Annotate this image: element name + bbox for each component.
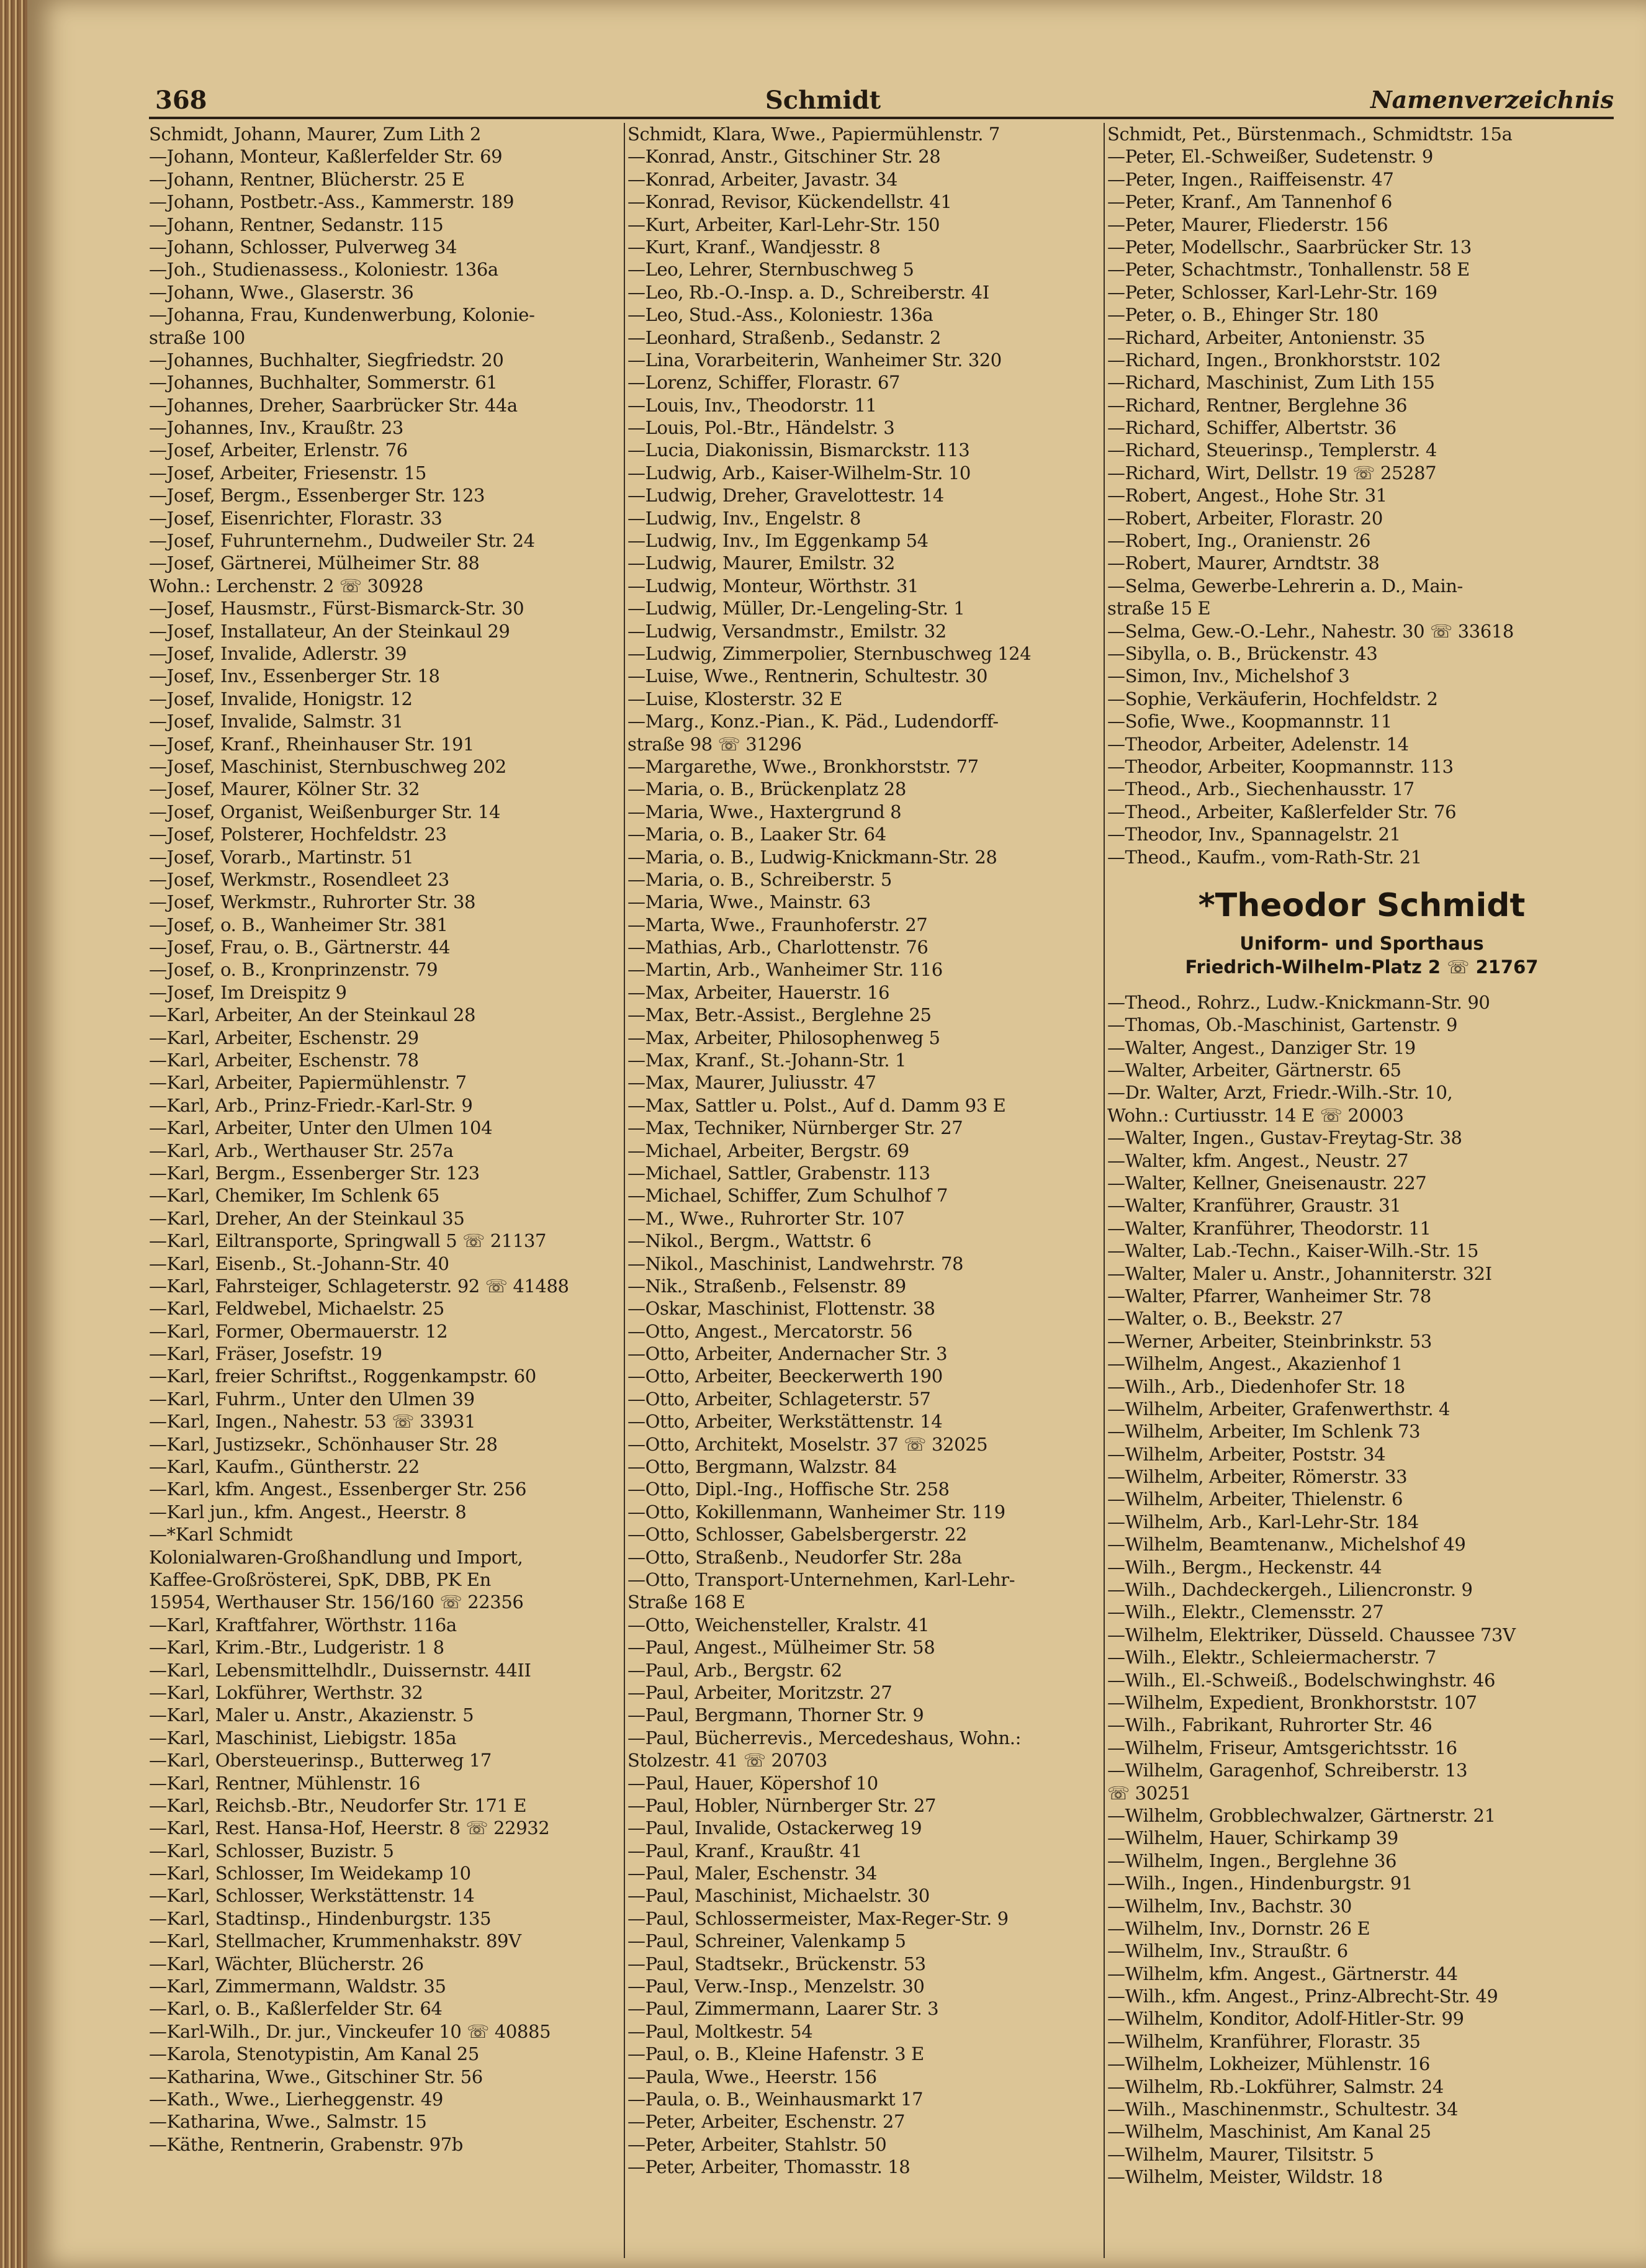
directory-entry: —Kurt, Arbeiter, Karl-Lehr-Str. 150 <box>627 214 940 235</box>
directory-entry: —Otto, Kokillenmann, Wanheimer Str. 119 <box>627 1501 1005 1523</box>
directory-entry: —Lucia, Diakonissin, Bismarckstr. 113 <box>627 439 970 461</box>
directory-entry: —Karl, Schlosser, Werkstättenstr. 14 <box>149 1885 475 1907</box>
directory-entry: —Karl, Arbeiter, Unter den Ulmen 104 <box>149 1117 493 1139</box>
directory-entry: —Otto, Architekt, Moselstr. 37 ☏ 32025 <box>627 1433 988 1455</box>
directory-entry: —Walter, Lab.-Techn., Kaiser-Wilh.-Str. 15 <box>1107 1240 1479 1262</box>
directory-entry: —Kath., Wwe., Lierheggenstr. 49 <box>149 2088 443 2110</box>
directory-entry: —Maria, o. B., Schreiberstr. 5 <box>627 868 892 890</box>
directory-entry: —Konrad, Arbeiter, Javastr. 34 <box>627 168 898 190</box>
directory-entry: Schmidt, Johann, Maurer, Zum Lith 2 <box>149 124 481 145</box>
page-title: Schmidt <box>765 86 881 115</box>
directory-entry: —Wilhelm, Inv., Bachstr. 30 <box>1107 1895 1352 1917</box>
directory-entry: —Karl, Stadtinsp., Hindenburgstr. 135 <box>149 1907 492 1929</box>
directory-entry: —Josef, Eisenrichter, Florastr. 33 <box>149 507 443 529</box>
directory-entry: ☏ 30251 <box>1107 1782 1191 1804</box>
directory-entry: —Paula, o. B., Weinhausmarkt 17 <box>627 2088 924 2110</box>
directory-entry: —Karl, kfm. Angest., Essenberger Str. 256 <box>149 1478 527 1500</box>
directory-entry: 15954, Werthauser Str. 156/160 ☏ 22356 <box>149 1591 524 1613</box>
directory-entry: —Otto, Bergmann, Walzstr. 84 <box>627 1456 897 1478</box>
directory-entry: Schmidt, Pet., Bürstenmach., Schmidtstr. 15a <box>1107 124 1513 145</box>
directory-entry: —Wilh., Arb., Diedenhofer Str. 18 <box>1107 1375 1405 1397</box>
directory-entry: —Katharina, Wwe., Gitschiner Str. 56 <box>149 2066 483 2087</box>
directory-entry: —Paul, Hauer, Köpershof 10 <box>627 1772 878 1794</box>
directory-entry: —Karl, Arb., Werthauser Str. 257a <box>149 1140 454 1161</box>
directory-entry: —Maria, o. B., Laaker Str. 64 <box>627 824 886 845</box>
directory-entry: —Peter, Schachtmstr., Tonhallenstr. 58 E <box>1107 259 1470 281</box>
section-title: Namenverzeichnis <box>1370 86 1614 114</box>
directory-entry: —Walter, Maler u. Anstr., Johanniterstr. 32I <box>1107 1262 1492 1284</box>
directory-entry: —Wilh., Elektr., Schleiermacherstr. 7 <box>1107 1647 1436 1668</box>
directory-entry: —Paul, Arbeiter, Moritzstr. 27 <box>627 1681 893 1703</box>
directory-entry: —Peter, El.-Schweißer, Sudetenstr. 9 <box>1107 146 1433 168</box>
directory-entry: —Robert, Angest., Hohe Str. 31 <box>1107 485 1387 506</box>
directory-entry: —Johann, Rentner, Sedanstr. 115 <box>149 214 444 235</box>
directory-entry: —Oskar, Maschinist, Flottenstr. 38 <box>627 1298 935 1320</box>
directory-entry: —Theod., Arbeiter, Kaßlerfelder Str. 76 <box>1107 801 1457 822</box>
directory-entry: —Josef, Arbeiter, Friesenstr. 15 <box>149 462 426 484</box>
directory-entry: —Paul, Stadtsekr., Brückenstr. 53 <box>627 1953 926 1974</box>
directory-entry: —Josef, Organist, Weißenburger Str. 14 <box>149 801 501 822</box>
directory-entry: —Wilhelm, Hauer, Schirkamp 39 <box>1107 1827 1398 1849</box>
directory-entry: —Margarethe, Wwe., Bronkhorststr. 77 <box>627 755 979 777</box>
directory-entry: —Karl jun., kfm. Angest., Heerstr. 8 <box>149 1501 467 1523</box>
directory-entry: —Karl, Feldwebel, Michaelstr. 25 <box>149 1298 444 1320</box>
directory-entry: —Karola, Stenotypistin, Am Kanal 25 <box>149 2043 479 2065</box>
directory-entry: —Richard, Maschinist, Zum Lith 155 <box>1107 372 1435 394</box>
directory-entry: —Otto, Arbeiter, Werkstättenstr. 14 <box>627 1411 943 1433</box>
directory-entry: —Karl, Maler u. Anstr., Akazienstr. 5 <box>149 1704 474 1726</box>
directory-entry: —Wilhelm, Angest., Akazienhof 1 <box>1107 1353 1403 1375</box>
directory-entry: —Wilhelm, Konditor, Adolf-Hitler-Str. 99 <box>1107 2008 1464 2030</box>
directory-entry: —Martin, Arb., Wanheimer Str. 116 <box>627 959 943 981</box>
directory-entry: —Käthe, Rentnerin, Grabenstr. 97b <box>149 2133 463 2155</box>
directory-entry: —Otto, Arbeiter, Schlageterstr. 57 <box>627 1388 931 1410</box>
directory-entry: —Johannes, Buchhalter, Siegfriedstr. 20 <box>149 349 504 371</box>
directory-entry: —Karl, Krim.-Btr., Ludgeristr. 1 8 <box>149 1637 444 1658</box>
directory-entry: —Walter, Pfarrer, Wanheimer Str. 78 <box>1107 1285 1431 1307</box>
directory-entry: —Otto, Dipl.-Ing., Hoffische Str. 258 <box>627 1478 950 1500</box>
advertisement-box <box>1107 887 1616 991</box>
directory-entry: —Wilh., Maschinenmstr., Schultestr. 34 <box>1107 2099 1459 2120</box>
directory-entry: Wohn.: Curtiusstr. 14 E ☏ 20003 <box>1107 1104 1404 1126</box>
directory-entry: —Richard, Wirt, Dellstr. 19 ☏ 25287 <box>1107 462 1437 484</box>
directory-entry: —Michael, Sattler, Grabenstr. 113 <box>627 1162 930 1184</box>
directory-entry: —Selma, Gewerbe-Lehrerin a. D., Main- <box>1107 575 1463 596</box>
directory-entry: —Peter, Arbeiter, Stahlstr. 50 <box>627 2133 887 2155</box>
directory-entry: —Robert, Ing., Oranienstr. 26 <box>1107 530 1370 552</box>
directory-entry: —Richard, Arbeiter, Antonienstr. 35 <box>1107 326 1425 348</box>
directory-entry: —Walter, Angest., Danziger Str. 19 <box>1107 1037 1416 1058</box>
directory-entry: —Karl, Arb., Prinz-Friedr.-Karl-Str. 9 <box>149 1094 473 1116</box>
directory-entry: —Peter, Schlosser, Karl-Lehr-Str. 169 <box>1107 281 1437 303</box>
directory-entry: —Otto, Arbeiter, Andernacher Str. 3 <box>627 1343 948 1365</box>
directory-entry: —Kurt, Kranf., Wandjesstr. 8 <box>627 236 881 258</box>
directory-entry: —Walter, Kranführer, Graustr. 31 <box>1107 1195 1401 1217</box>
directory-entry: —Wilhelm, Maurer, Tilsitstr. 5 <box>1107 2143 1374 2165</box>
directory-entry: —Nik., Straßenb., Felsenstr. 89 <box>627 1275 906 1297</box>
directory-entry: —Ludwig, Arb., Kaiser-Wilhelm-Str. 10 <box>627 462 971 484</box>
directory-entry: —Wilhelm, Arb., Karl-Lehr-Str. 184 <box>1107 1511 1419 1532</box>
directory-entry: —Wilh., Ingen., Hindenburgstr. 91 <box>1107 1873 1413 1894</box>
directory-entry: —Paul, Angest., Mülheimer Str. 58 <box>627 1637 935 1658</box>
directory-entry: —Nikol., Maschinist, Landwehrstr. 78 <box>627 1253 964 1274</box>
directory-entry: —Wilhelm, Lokheizer, Mühlenstr. 16 <box>1107 2053 1430 2075</box>
directory-entry: —Theod., Arb., Siechenhausstr. 17 <box>1107 778 1414 800</box>
directory-entry: —Ludwig, Inv., Im Eggenkamp 54 <box>627 530 929 552</box>
directory-entry: —Leo, Lehrer, Sternbuschweg 5 <box>627 259 914 281</box>
directory-entry: —Theod., Rohrz., Ludw.-Knickmann-Str. 90 <box>1107 991 1490 1013</box>
directory-entry: —Ludwig, Inv., Engelstr. 8 <box>627 507 861 529</box>
directory-entry: —Konrad, Anstr., Gitschiner Str. 28 <box>627 146 941 168</box>
directory-entry: —Josef, Maschinist, Sternbuschweg 202 <box>149 755 506 777</box>
directory-entry: —Otto, Arbeiter, Beeckerwerth 190 <box>627 1366 943 1387</box>
directory-entry: —Peter, o. B., Ehinger Str. 180 <box>1107 304 1378 326</box>
directory-entry: —Wilhelm, Ingen., Berglehne 36 <box>1107 1850 1397 1871</box>
directory-entry: —Karl, Arbeiter, An der Steinkaul 28 <box>149 1004 476 1026</box>
directory-entry: —Theodor, Inv., Spannagelstr. 21 <box>1107 824 1401 845</box>
directory-entry: —Karl, Arbeiter, Papiermühlenstr. 7 <box>149 1072 467 1094</box>
directory-entry: —Wilhelm, Arbeiter, Thielenstr. 6 <box>1107 1488 1403 1510</box>
directory-entry: —Karl, Maschinist, Liebigstr. 185a <box>149 1727 457 1748</box>
directory-entry: —Max, Sattler u. Polst., Auf d. Damm 93 E <box>627 1094 1006 1116</box>
directory-entry: —Lina, Vorarbeiterin, Wanheimer Str. 320 <box>627 349 1002 371</box>
directory-entry: —Josef, Maurer, Kölner Str. 32 <box>149 778 420 800</box>
directory-entry: —Sophie, Verkäuferin, Hochfeldstr. 2 <box>1107 688 1438 709</box>
directory-entry: —Wilhelm, Expedient, Bronkhorststr. 107 <box>1107 1692 1477 1713</box>
directory-entry: straße 98 ☏ 31296 <box>627 733 802 755</box>
directory-entry: —Karl, Justizsekr., Schönhauser Str. 28 <box>149 1433 498 1455</box>
directory-entry: Stolzestr. 41 ☏ 20703 <box>627 1750 827 1771</box>
directory-entry: —Ludwig, Monteur, Wörthstr. 31 <box>627 575 919 596</box>
directory-entry: —Wilhelm, Kranführer, Florastr. 35 <box>1107 2030 1421 2052</box>
directory-entry: —Johann, Wwe., Glaserstr. 36 <box>149 281 414 303</box>
page-number: 368 <box>155 86 207 115</box>
directory-entry: —Ludwig, Müller, Dr.-Lengeling-Str. 1 <box>627 598 965 619</box>
directory-entry: —Johannes, Buchhalter, Sommerstr. 61 <box>149 372 498 394</box>
directory-entry: —Selma, Gew.-O.-Lehr., Nahestr. 30 ☏ 33618 <box>1107 620 1514 642</box>
directory-entry: —Michael, Arbeiter, Bergstr. 69 <box>627 1140 909 1161</box>
directory-entry: —Paula, Wwe., Heerstr. 156 <box>627 2066 877 2087</box>
directory-entry: —Wilhelm, Meister, Wildstr. 18 <box>1107 2166 1383 2188</box>
directory-entry: —Johanna, Frau, Kundenwerbung, Kolonie- <box>149 304 535 326</box>
directory-entry: —Otto, Weichensteller, Kralstr. 41 <box>627 1614 930 1636</box>
directory-entry: —Karl, Reichsb.-Btr., Neudorfer Str. 171 E <box>149 1794 527 1816</box>
directory-entry: —Josef, Vorarb., Martinstr. 51 <box>149 846 414 868</box>
directory-entry: —Richard, Ingen., Bronkhorststr. 102 <box>1107 349 1441 371</box>
directory-entry: —Michael, Schiffer, Zum Schulhof 7 <box>627 1185 948 1207</box>
directory-entry: —Wilhelm, Beamtenanw., Michelshof 49 <box>1107 1534 1466 1555</box>
directory-entry: —Karl, Arbeiter, Eschenstr. 78 <box>149 1050 419 1071</box>
directory-entry: —Karl, Chemiker, Im Schlenk 65 <box>149 1185 439 1207</box>
directory-entry: —Wilhelm, Arbeiter, Im Schlenk 73 <box>1107 1421 1421 1442</box>
directory-entry: —Otto, Angest., Mercatorstr. 56 <box>627 1320 912 1342</box>
directory-entry: —Josef, Inv., Essenberger Str. 18 <box>149 665 440 687</box>
directory-entry: —Paul, Hobler, Nürnberger Str. 27 <box>627 1794 937 1816</box>
directory-entry: —Josef, Werkmstr., Ruhrorter Str. 38 <box>149 891 476 913</box>
directory-entry: —Walter, o. B., Beekstr. 27 <box>1107 1308 1344 1330</box>
ad-line1: Uniform- und Sporthaus <box>1239 932 1484 954</box>
directory-entry: —Leo, Stud.-Ass., Koloniestr. 136a <box>627 304 933 326</box>
directory-entry: —Ludwig, Zimmerpolier, Sternbuschweg 124 <box>627 642 1032 664</box>
directory-entry: —Maria, o. B., Brückenplatz 28 <box>627 778 906 800</box>
directory-entry: —Robert, Maurer, Arndtstr. 38 <box>1107 552 1380 574</box>
directory-entry: Wohn.: Lerchenstr. 2 ☏ 30928 <box>149 575 423 596</box>
directory-entry: —Max, Kranf., St.-Johann-Str. 1 <box>627 1050 907 1071</box>
directory-entry: —Marg., Konz.-Pian., K. Päd., Ludendorff- <box>627 711 999 732</box>
directory-entry: —Wilh., Fabrikant, Ruhrorter Str. 46 <box>1107 1714 1432 1736</box>
directory-entry: —Leo, Rb.-O.-Insp. a. D., Schreiberstr. 4I <box>627 281 989 303</box>
directory-entry: —Max, Maurer, Juliusstr. 47 <box>627 1072 876 1094</box>
directory-entry: —Johann, Monteur, Kaßlerfelder Str. 69 <box>149 146 503 168</box>
directory-entry: —Josef, Frau, o. B., Gärtnerstr. 44 <box>149 937 451 958</box>
directory-entry: —Katharina, Wwe., Salmstr. 15 <box>149 2111 427 2133</box>
directory-entry: —Walter, kfm. Angest., Neustr. 27 <box>1107 1150 1409 1171</box>
directory-entry: —Karl, Kaufm., Güntherstr. 22 <box>149 1456 420 1478</box>
directory-entry: —Paul, Invalide, Ostackerweg 19 <box>627 1817 922 1839</box>
directory-entry: —Otto, Schlosser, Gabelsbergerstr. 22 <box>627 1524 967 1546</box>
directory-entry: —Theod., Kaufm., vom-Rath-Str. 21 <box>1107 846 1422 868</box>
column-1 <box>149 123 627 2258</box>
directory-entry: —Thomas, Ob.-Maschinist, Gartenstr. 9 <box>1107 1014 1458 1036</box>
directory-entry: —*Karl Schmidt <box>149 1524 292 1546</box>
directory-entry: —Paul, Moltkestr. 54 <box>627 2020 813 2042</box>
directory-entry: —Maria, Wwe., Haxtergrund 8 <box>627 801 902 822</box>
directory-entry: —Paul, Arb., Bergstr. 62 <box>627 1659 842 1681</box>
directory-entry: —Sibylla, o. B., Brückenstr. 43 <box>1107 642 1378 664</box>
directory-entry: —Richard, Schiffer, Albertstr. 36 <box>1107 417 1396 439</box>
directory-entry: —Luise, Klosterstr. 32 E <box>627 688 842 709</box>
directory-entry: —Josef, Fuhrunternehm., Dudweiler Str. 24 <box>149 530 535 552</box>
directory-entry: —Karl, Lebensmittelhdlr., Duissernstr. 44II <box>149 1659 531 1681</box>
directory-entry: —M., Wwe., Ruhrorter Str. 107 <box>627 1207 905 1229</box>
directory-entry: —Karl, Kraftfahrer, Wörthstr. 116a <box>149 1614 457 1636</box>
directory-entry: —Karl, Obersteuerinsp., Butterweg 17 <box>149 1750 492 1771</box>
directory-entry: —Max, Arbeiter, Hauerstr. 16 <box>627 981 890 1003</box>
directory-entry: —Robert, Arbeiter, Florastr. 20 <box>1107 507 1383 529</box>
directory-entry: —Karl, Lokführer, Werthstr. 32 <box>149 1681 423 1703</box>
directory-entry: —Paul, Verw.-Insp., Menzelstr. 30 <box>627 1976 925 1997</box>
column-3-entries-top <box>1107 123 1616 868</box>
directory-entry: —Karl, Wächter, Blücherstr. 26 <box>149 1953 424 1974</box>
directory-entry: —Josef, Installateur, An der Steinkaul 29 <box>149 620 510 642</box>
directory-entry: —Karl, Dreher, An der Steinkaul 35 <box>149 1207 465 1229</box>
directory-entry: —Ludwig, Maurer, Emilstr. 32 <box>627 552 895 574</box>
directory-entry: —Paul, Maler, Eschenstr. 34 <box>627 1863 877 1884</box>
directory-entry: —Peter, Arbeiter, Eschenstr. 27 <box>627 2111 905 2133</box>
directory-entry: —Josef, Polsterer, Hochfeldstr. 23 <box>149 824 447 845</box>
directory-entry: —Josef, Gärtnerei, Mülheimer Str. 88 <box>149 552 480 574</box>
directory-entry: —Wilh., El.-Schweiß., Bodelschwinghstr. 46 <box>1107 1669 1496 1691</box>
directory-entry: —Otto, Straßenb., Neudorfer Str. 28a <box>627 1546 962 1568</box>
column-3 <box>1104 123 1616 2258</box>
directory-entry: —Ludwig, Dreher, Gravelottestr. 14 <box>627 485 944 506</box>
directory-entry: —Paul, Zimmermann, Laarer Str. 3 <box>627 1998 939 2020</box>
directory-entry: —Max, Techniker, Nürnberger Str. 27 <box>627 1117 963 1139</box>
directory-entry: —Johannes, Dreher, Saarbrücker Str. 44a <box>149 394 518 416</box>
directory-entry: —Wilhelm, Inv., Straußtr. 6 <box>1107 1940 1348 1962</box>
directory-entry: —Wilhelm, Inv., Dornstr. 26 E <box>1107 1917 1370 1939</box>
directory-entry: —Paul, Maschinist, Michaelstr. 30 <box>627 1885 930 1907</box>
directory-entry: —Peter, Arbeiter, Thomasstr. 18 <box>627 2156 911 2178</box>
directory-entry: —Josef, Invalide, Salmstr. 31 <box>149 711 403 732</box>
directory-entry: —Joh., Studienassess., Koloniestr. 136a <box>149 259 498 281</box>
directory-entry: —Maria, Wwe., Mainstr. 63 <box>627 891 871 913</box>
directory-entry: —Johann, Postbetr.-Ass., Kammerstr. 189 <box>149 191 514 213</box>
directory-entry: —Paul, Schlossermeister, Max-Reger-Str. 9 <box>627 1907 1009 1929</box>
directory-entry: —Johann, Schlosser, Pulverweg 34 <box>149 236 457 258</box>
directory-entry: —Karl, Arbeiter, Eschenstr. 29 <box>149 1027 419 1048</box>
directory-entry: straße 15 E <box>1107 598 1211 619</box>
directory-entry: —Luise, Wwe., Rentnerin, Schultestr. 30 <box>627 665 988 687</box>
directory-entry: —Josef, Werkmstr., Rosendleet 23 <box>149 868 449 890</box>
ad-line2: Friedrich-Wilhelm-Platz 2 ☏ 21767 <box>1185 956 1539 978</box>
directory-entry: —Ludwig, Versandmstr., Emilstr. 32 <box>627 620 947 642</box>
directory-entry: —Wilhelm, Arbeiter, Poststr. 34 <box>1107 1443 1386 1465</box>
directory-entry: —Paul, Schreiner, Valenkamp 5 <box>627 1930 906 1952</box>
book-binding <box>0 0 27 2268</box>
directory-entry: —Wilh., kfm. Angest., Prinz-Albrecht-Str. 49 <box>1107 1986 1498 2007</box>
directory-entry: —Josef, Invalide, Adlerstr. 39 <box>149 642 407 664</box>
directory-entry: —Konrad, Revisor, Kückendellstr. 41 <box>627 191 952 213</box>
directory-entry: —Karl, Fräser, Josefstr. 19 <box>149 1343 382 1365</box>
directory-entry: —Karl, Zimmermann, Waldstr. 35 <box>149 1976 446 1997</box>
directory-entry: —Max, Betr.-Assist., Berglehne 25 <box>627 1004 932 1026</box>
directory-entry: —Peter, Kranf., Am Tannenhof 6 <box>1107 191 1392 213</box>
directory-entry: —Josef, o. B., Wanheimer Str. 381 <box>149 914 448 935</box>
directory-entry: —Josef, Kranf., Rheinhauser Str. 191 <box>149 733 475 755</box>
directory-entry: —Johann, Rentner, Blücherstr. 25 E <box>149 168 465 190</box>
directory-entry: —Karl, Bergm., Essenberger Str. 123 <box>149 1162 480 1184</box>
directory-entry: —Maria, o. B., Ludwig-Knickmann-Str. 28 <box>627 846 997 868</box>
directory-entry: —Josef, Invalide, Honigstr. 12 <box>149 688 413 709</box>
directory-entry: —Karl-Wilh., Dr. jur., Vinckeufer 10 ☏ 40885 <box>149 2020 551 2042</box>
directory-entry: —Louis, Inv., Theodorstr. 11 <box>627 394 877 416</box>
directory-entry: —Josef, o. B., Kronprinzenstr. 79 <box>149 959 438 981</box>
directory-entry: —Peter, Modellschr., Saarbrücker Str. 13 <box>1107 236 1472 258</box>
directory-entry: —Paul, Bergmann, Thorner Str. 9 <box>627 1704 924 1726</box>
directory-entry: —Johannes, Inv., Kraußtr. 23 <box>149 417 403 439</box>
directory-entry: —Karl, Eiltransporte, Springwall 5 ☏ 21137 <box>149 1230 547 1252</box>
directory-entry: —Wilhelm, Maschinist, Am Kanal 25 <box>1107 2121 1431 2143</box>
directory-entry: —Paul, o. B., Kleine Hafenstr. 3 E <box>627 2043 924 2065</box>
directory-entry: —Wilhelm, Grobblechwalzer, Gärtnerstr. 21 <box>1107 1804 1496 1826</box>
directory-entry: —Wilhelm, Friseur, Amtsgerichtsstr. 16 <box>1107 1737 1457 1758</box>
directory-entry: —Karl, Ingen., Nahestr. 53 ☏ 33931 <box>149 1411 476 1433</box>
directory-entry: —Karl, Fuhrm., Unter den Ulmen 39 <box>149 1388 475 1410</box>
directory-entry: —Karl, Former, Obermauerstr. 12 <box>149 1320 448 1342</box>
directory-entry: —Mathias, Arb., Charlottenstr. 76 <box>627 937 929 958</box>
directory-entry: —Leonhard, Straßenb., Sedanstr. 2 <box>627 326 941 348</box>
directory-entry: —Peter, Maurer, Fliederstr. 156 <box>1107 214 1388 235</box>
header-rule <box>149 117 1614 119</box>
directory-entry: —Walter, Arbeiter, Gärtnerstr. 65 <box>1107 1060 1401 1081</box>
directory-entry: —Walter, Ingen., Gustav-Freytag-Str. 38 <box>1107 1127 1462 1149</box>
directory-entry: —Wilhelm, Arbeiter, Grafenwerthstr. 4 <box>1107 1398 1450 1420</box>
column-2 <box>624 123 1099 2258</box>
directory-entry: Straße 168 E <box>627 1591 745 1613</box>
ad-title: *Theodor Schmidt <box>1198 886 1526 924</box>
directory-entry: —Simon, Inv., Michelshof 3 <box>1107 665 1350 687</box>
directory-entry: —Karl, Rest. Hansa-Hof, Heerstr. 8 ☏ 22932 <box>149 1817 550 1839</box>
directory-entry: —Max, Arbeiter, Philosophenweg 5 <box>627 1027 940 1048</box>
directory-entry: —Paul, Kranf., Kraußtr. 41 <box>627 1840 862 1861</box>
directory-entry: —Richard, Rentner, Berglehne 36 <box>1107 394 1408 416</box>
directory-entry: —Theodor, Arbeiter, Koopmannstr. 113 <box>1107 755 1454 777</box>
directory-entry: Kolonialwaren-Großhandlung und Import, <box>149 1546 523 1568</box>
directory-entry: —Wilhelm, Rb.-Lokführer, Salmstr. 24 <box>1107 2076 1444 2097</box>
directory-entry: —Walter, Kranführer, Theodorstr. 11 <box>1107 1217 1431 1239</box>
directory-entry: Schmidt, Klara, Wwe., Papiermühlenstr. 7 <box>627 124 1000 145</box>
directory-entry: —Dr. Walter, Arzt, Friedr.-Wilh.-Str. 10, <box>1107 1082 1453 1104</box>
directory-entry: —Karl, Schlosser, Buzistr. 5 <box>149 1840 394 1861</box>
directory-entry: —Wilhelm, Arbeiter, Römerstr. 33 <box>1107 1466 1408 1488</box>
directory-entry: —Wilh., Bergm., Heckenstr. 44 <box>1107 1556 1382 1578</box>
directory-entry: —Marta, Wwe., Fraunhoferstr. 27 <box>627 914 928 935</box>
directory-entry: —Otto, Transport-Unternehmen, Karl-Lehr- <box>627 1569 1015 1590</box>
directory-entry: —Sofie, Wwe., Koopmannstr. 11 <box>1107 711 1392 732</box>
directory-entry: —Theodor, Arbeiter, Adelenstr. 14 <box>1107 733 1409 755</box>
column-3-entries-bottom <box>1107 991 1616 2189</box>
directory-entry: —Josef, Arbeiter, Erlenstr. 76 <box>149 439 408 461</box>
directory-entry: —Karl, Fahrsteiger, Schlageterstr. 92 ☏ 41488 <box>149 1275 569 1297</box>
directory-entry: —Josef, Im Dreispitz 9 <box>149 981 347 1003</box>
directory-entry: —Werner, Arbeiter, Steinbrinkstr. 53 <box>1107 1330 1432 1352</box>
directory-entry: —Peter, Ingen., Raiffeisenstr. 47 <box>1107 168 1394 190</box>
directory-entry: —Karl, Rentner, Mühlenstr. 16 <box>149 1772 420 1794</box>
directory-entry: —Karl, Eisenb., St.-Johann-Str. 40 <box>149 1253 449 1274</box>
directory-entry: —Louis, Pol.-Btr., Händelstr. 3 <box>627 417 895 439</box>
directory-entry: Kaffee-Großrösterei, SpK, DBB, PK En <box>149 1569 491 1590</box>
directory-entry: —Josef, Bergm., Essenberger Str. 123 <box>149 485 485 506</box>
directory-entry: —Walter, Kellner, Gneisenaustr. 227 <box>1107 1172 1427 1194</box>
directory-entry: —Wilhelm, Elektriker, Düsseld. Chaussee 73V <box>1107 1624 1516 1645</box>
directory-entry: —Wilhelm, Garagenhof, Schreiberstr. 13 <box>1107 1760 1468 1781</box>
directory-entry: —Richard, Steuerinsp., Templerstr. 4 <box>1107 439 1437 461</box>
directory-entry: —Karl, o. B., Kaßlerfelder Str. 64 <box>149 1998 443 2020</box>
directory-entry: —Josef, Hausmstr., Fürst-Bismarck-Str. 30 <box>149 598 524 619</box>
directory-entry: —Wilhelm, kfm. Angest., Gärtnerstr. 44 <box>1107 1963 1458 1984</box>
directory-entry: —Wilh., Dachdeckergeh., Liliencronstr. 9 <box>1107 1579 1473 1601</box>
directory-entry: —Lorenz, Schiffer, Florastr. 67 <box>627 372 901 394</box>
directory-entry: —Paul, Bücherrevis., Mercedeshaus, Wohn.: <box>627 1727 1021 1748</box>
directory-entry: —Karl, Stellmacher, Krummenhakstr. 89V <box>149 1930 521 1952</box>
directory-entry: —Nikol., Bergm., Wattstr. 6 <box>627 1230 871 1252</box>
directory-entry: —Karl, freier Schriftst., Roggenkampstr. 60 <box>149 1366 536 1387</box>
directory-entry: —Karl, Schlosser, Im Weidekamp 10 <box>149 1863 471 1884</box>
directory-entry: straße 100 <box>149 326 245 348</box>
directory-entry: —Wilh., Elektr., Clemensstr. 27 <box>1107 1601 1384 1623</box>
